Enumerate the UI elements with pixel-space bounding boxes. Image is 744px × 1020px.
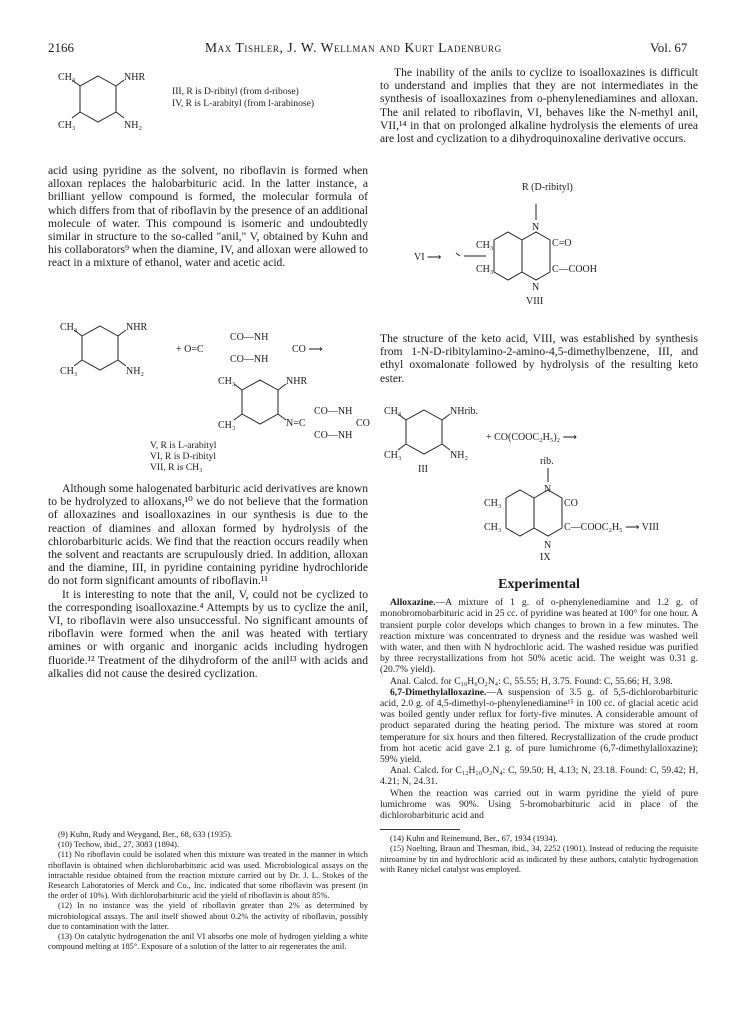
footnote-rule xyxy=(380,829,460,830)
r2p-ch3-a: CH₃ xyxy=(484,498,502,509)
r2-nhrib: NHrib. xyxy=(450,406,479,417)
footnote-14: (14) Kuhn and Reinemund, Ber., 67, 1934 (1934). xyxy=(390,834,558,844)
footnote-11: (11) No riboflavin could be isolated when this mixture was treated in the manner in which riboflavin is obtained when dichlorobarbituric acid was used. Microbiological assays on the intractable residue obtained from the reaction mixture carried out by Dr. J. L. Stokes of the Research Laboratories of Merck and Co., Inc. indicated that some riboflavin was present (in the order of 10%). With dichlorobarbituric acid the yield of riboflavin is about 85%. xyxy=(48,850,368,901)
experimental-heading: Experimental xyxy=(498,577,580,592)
r1-ch3-a: CH₃ xyxy=(60,322,78,333)
r2p-co: CO xyxy=(564,498,578,509)
label-ch3-top: CH₃ xyxy=(58,72,76,83)
viii-ch3-a: CH₃ xyxy=(476,240,494,251)
right-footnotes xyxy=(380,834,698,875)
experimental-section xyxy=(380,578,698,875)
exp-dimethylalloxazine: 6,7-Dimethylalloxazine.—A suspension of 3.5 g. of 5,5-dichlorobarbituric acid, 2.0 g. of 4,5-dimethyl-o-phenylenediamine¹⁵ in 100 cc. of glacial acetic acid was boiled gently under reflux for forty-five minutes. A considerable amount of product separated during the heating period. The mixture was stored at room temperature for six hours and then filtered. Recrystallization of the crude product from hot acetic acid gave 2.1 g. of pure lumichrome (6,7-dimethylalloxazine); 59% yield. xyxy=(380,686,698,766)
r2p-n-bottom: N xyxy=(544,540,552,551)
footnote-12: (12) In no instance was the yield of riboflavin greater than 2% as determined by microbiological assays. The anil itself showed about 0.2% the activity of riboflavin, possibly due to contamination with the latter. xyxy=(48,901,368,931)
r2-nh2: NH₂ xyxy=(450,450,468,461)
viii-diagram xyxy=(414,176,650,326)
r2p-rib: rib. xyxy=(540,456,554,467)
viii-r-ribityl: R (D-ribityl) xyxy=(522,182,573,193)
exp-pyridine: When the reaction was carried out in warm pyridine the yield of pure lumichrome was 90%. Using 5-bromobarbituric acid in place of the dichlorobarbituric acid and xyxy=(380,787,698,822)
viii-c-o: C=O xyxy=(552,238,572,249)
structure-viii xyxy=(414,176,650,326)
r1p-nhr: NHR xyxy=(286,376,308,387)
footnote-10: (10) Techow, ibid., 27, 3083 (1894). xyxy=(58,840,180,850)
viii-ch3-b: CH₃ xyxy=(476,264,494,275)
legend-iv: IV, R is L-arabityl (from l-arabinose) xyxy=(172,98,315,109)
reaction-keto-diagram xyxy=(384,402,704,562)
r2p-n-top: N xyxy=(544,484,552,495)
label-nhr: NHR xyxy=(124,72,146,83)
page-number: 2166 xyxy=(48,40,74,55)
r1p-co-nh-bottom: CO—NH xyxy=(314,430,353,441)
running-header-authors: Max Tishler, J. W. Wellman and Kurt Ladenburg xyxy=(205,40,502,55)
r1-plus-oc: + O=C xyxy=(176,344,204,355)
r1-co-nh-top: CO—NH xyxy=(230,332,269,343)
r1-nh2: NH₂ xyxy=(126,366,144,377)
label-nh2: NH₂ xyxy=(124,120,142,131)
viii-label: VIII xyxy=(526,296,544,307)
volume-label: Vol. 67 xyxy=(650,40,688,55)
exp-anal-2: Anal. Calcd. for C₁₂H₁₀O₂N₄: C, 59.50; H, 4.13; N, 23.18. Found: C, 59.42; H, 4.21; N, 24.31. xyxy=(380,765,698,788)
legend-vi: VI, R is D-ribityl xyxy=(150,451,217,462)
left-paragraph-3: It is interesting to note that the anil, V, could not be cyclized to the corresponding isoalloxazine.⁴ Attempts by us to cyclize the anil, VI, to riboflavin were also unsuccessful. No significant amounts of riboflavin were formed when the anil was heated with tertiary amines or with organic and inorganic acids including hydrogen fluoride.¹² Treatment of the dihydroform of the anil¹³ with acids and alkalies did not cause the desired cyclization. xyxy=(48,587,368,680)
reaction-anil-diagram xyxy=(60,318,370,452)
exp-alloxazine: Alloxazine.—A mixture of 1 g. of o-phenylenediamine and 1.2 g. of monobromobarbituric acid in 25 cc. of pyridine was heated at 100° for one hour. A transient purple color develops which changes to brown in a few minutes. The reaction mixture was concentrated to dryness and the residue was washed well with water, and then with N hydrochloric acid. The washed residue was purified by three recrystallizations from hot 50% acetic acid. The weight was 0.31 g. (20.7% yield). xyxy=(380,597,698,676)
structure-diamine xyxy=(60,66,360,154)
left-paragraph-1: acid using pyridine as the solvent, no riboflavin is formed when alloxan replaces the halobarbituric acid. In the latter instance, a brilliant yellow compound is formed, the molecular formula of which differs from that of riboflavin by the presence of an additional molecule of water. This compound is isomeric and undoubtedly similar in structure to the so-called "anil," V, obtained by Kuhn and his collaborators⁹ when the diamine, IV, and alloxan were allowed to react in a mixture of ethanol, water and acetic acid. xyxy=(48,164,368,270)
legend-iii: III, R is D-ribityl (from d-ribose) xyxy=(172,86,299,97)
r1-ch3-b: CH₃ xyxy=(60,366,78,377)
r1p-co-nh-top: CO—NH xyxy=(314,406,353,417)
right-keto: The structure of the keto acid, VIII, was established by synthesis from 1-N-D-ribitylamino-2-amino-4,5-dimethylbenzene, III, and ethyl oxomalonate followed by hydrolysis of the resulting keto ester. xyxy=(380,332,698,385)
r2-ch3-a: CH₃ xyxy=(384,406,402,417)
left-footnotes xyxy=(48,830,368,952)
reaction-keto-ester xyxy=(384,402,704,562)
reaction-anil-formation xyxy=(60,318,370,452)
r2p-ester-arrow: C—COOC₂H₅ ⟶ VIII xyxy=(564,522,660,533)
footnote-13: (13) On catalytic hydrogenation the anil VI absorbs one mole of hydrogen yielding a white compound melting at 185°. Exposure of a solution of the latter to air regenerates the anil. xyxy=(48,932,368,952)
r2-reagent: + CO(COOC₂H₅)₂ ⟶ xyxy=(486,432,577,443)
viii-vi-arrow: VI ⟶ xyxy=(414,252,442,263)
r1p-ch3-b: CH₃ xyxy=(218,420,236,431)
legend-v: V, R is L-arabityl xyxy=(150,440,217,451)
footnote-15: (15) Noelting, Braun and Thesman, ibid., 34, 2252 (1901). Instead of reducing the requisite nitroamine by tin and hydrochloric acid as indicated by these authors, catalytic hydrogenation with Raney nickel catalyst was employed. xyxy=(380,844,698,874)
r1p-ch3-a: CH₃ xyxy=(218,376,236,387)
footnote-9: (9) Kuhn, Rudy and Weygand, Ber., 68, 633 (1935). xyxy=(58,830,233,839)
r2-iii: III xyxy=(418,464,428,475)
left-paragraphs-2-3 xyxy=(48,482,368,680)
legend-vii: VII, R is CH₃ xyxy=(150,462,203,473)
exp-anal-1: Anal. Calcd. for C₁₀H₆O₂N₄: C, 55.55; H, 3.75. Found: C, 55.66; H, 3.98. xyxy=(390,675,673,687)
r1-co-arrow: CO ⟶ xyxy=(292,344,323,355)
r1-nhr: NHR xyxy=(126,322,148,333)
r2p-ix: IX xyxy=(540,552,551,563)
r1p-co: CO xyxy=(356,418,370,429)
r1p-nc: N=C xyxy=(286,418,306,429)
r2-ch3-b: CH₃ xyxy=(384,450,402,461)
benzene-ring-diagram xyxy=(60,66,360,154)
right-intro: The inability of the anils to cyclize to isoalloxazines is difficult to understand and implies that they are not intermediates in the synthesis of isoalloxazines from o-phenylenediamines and alloxan. The anil related to riboflavin, VI, behaves like the N-methyl anil, VII,¹⁴ in that on prolonged alkaline hydrolysis the elements of urea are lost and cyclization to a dihydroquinoxaline derivative occurs. xyxy=(380,66,698,146)
viii-n-top: N xyxy=(532,222,540,233)
label-ch3-bottom: CH₃ xyxy=(58,120,76,131)
r1-co-nh-bottom: CO—NH xyxy=(230,354,269,365)
left-paragraph-2: Although some halogenated barbituric acid derivatives are known to be hydrolyzed to alloxans,¹⁰ we do not believe that the formation of alloxazines and isoalloxazines in our synthesis is due to the reaction of diamines and alloxan formed by hydrolysis of the chlorobarbituric acids. We find that the reaction occurs readily when the solvent and reactants are scrupulously dried. In addition, alloxan and the diamine, III, in pyridine containing pyridine hydrochloride do not form significant amounts of riboflavin.¹¹ xyxy=(48,482,368,588)
r2p-ch3-b: CH₃ xyxy=(484,522,502,533)
experimental-body xyxy=(380,597,698,821)
viii-c-cooh: C—COOH xyxy=(552,264,598,275)
viii-n-bottom: N xyxy=(532,282,540,293)
